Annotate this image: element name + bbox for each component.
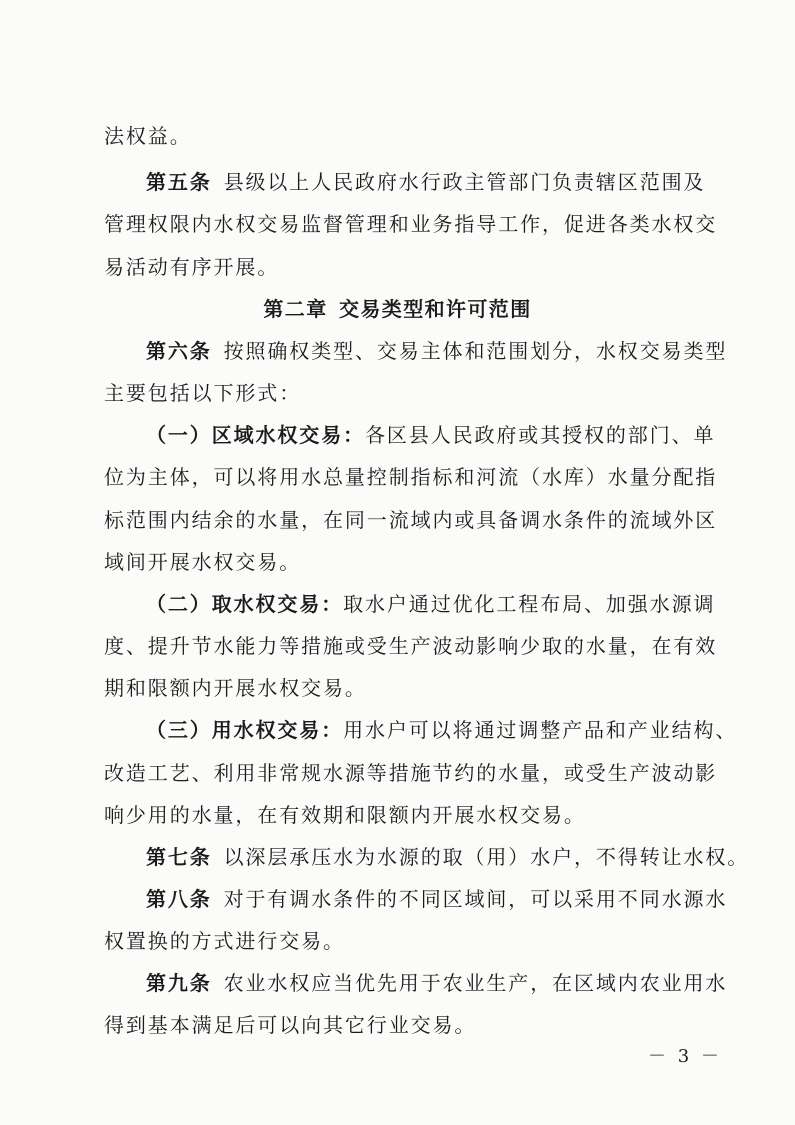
text-line bbox=[104, 381, 301, 405]
body-text: 对于有调水条件的不同区域间，可以采用不同水源水 bbox=[223, 887, 728, 911]
article-5 bbox=[146, 170, 705, 194]
text-line bbox=[104, 803, 586, 827]
body-text: 法权益。 bbox=[104, 124, 192, 148]
text-line bbox=[104, 634, 717, 658]
body-text: 以深层承压水为水源的取（用）水户，不得转让水权。 bbox=[223, 845, 750, 869]
body-text: 用水户可以将通过调整产品和产业结构、 bbox=[343, 718, 738, 742]
article-label: 第七条 bbox=[146, 845, 212, 869]
item-label: （二）取水权交易： bbox=[146, 592, 344, 616]
article-label: 第九条 bbox=[146, 971, 212, 995]
text-line bbox=[104, 508, 717, 532]
article-label: 第六条 bbox=[146, 339, 212, 363]
article-label: 第五条 bbox=[146, 170, 212, 194]
article-8 bbox=[146, 887, 727, 911]
text-line bbox=[104, 465, 717, 489]
body-text: 主要包括以下形式： bbox=[104, 381, 302, 405]
body-text: 改造工艺、利用非常规水源等措施节约的水量，或受生产波动影 bbox=[104, 761, 718, 785]
text-line bbox=[104, 1013, 476, 1037]
body-text: 管理权限内水权交易监督管理和业务指导工作，促进各类水权交 bbox=[104, 212, 718, 236]
text-line bbox=[104, 255, 279, 279]
body-text: 各区县人民政府或其授权的部门、单 bbox=[365, 423, 716, 447]
body-text: 位为主体，可以将用水总量控制指标和河流（水库）水量分配指 bbox=[104, 465, 718, 489]
item-label: （三）用水权交易： bbox=[146, 718, 344, 742]
body-text: 农业水权应当优先用于农业生产，在区域内农业用水 bbox=[223, 971, 728, 995]
chapter-number: 第二章 bbox=[263, 297, 328, 321]
text-line bbox=[104, 124, 192, 148]
body-text: 权置换的方式进行交易。 bbox=[104, 929, 345, 953]
text-line bbox=[104, 929, 345, 953]
article-7 bbox=[146, 845, 749, 869]
chapter-title: 交易类型和许可范围 bbox=[339, 297, 532, 321]
text-line bbox=[104, 550, 301, 574]
body-text: 域间开展水权交易。 bbox=[104, 550, 302, 574]
page-number: － 3 － bbox=[648, 1046, 722, 1067]
body-text: 县级以上人民政府水行政主管部门负责辖区范围及 bbox=[223, 170, 706, 194]
text-line bbox=[104, 761, 717, 785]
article-9 bbox=[146, 971, 727, 995]
item-3 bbox=[146, 718, 737, 742]
text-line bbox=[104, 212, 717, 236]
body-text: 按照确权类型、交易主体和范围划分，水权交易类型 bbox=[223, 339, 728, 363]
body-text: 期和限额内开展水权交易。 bbox=[104, 676, 367, 700]
chapter-heading bbox=[0, 297, 795, 321]
body-text: 易活动有序开展。 bbox=[104, 255, 280, 279]
item-1 bbox=[146, 423, 715, 447]
body-text: 度、提升节水能力等措施或受生产波动影响少取的水量，在有效 bbox=[104, 634, 718, 658]
text-line bbox=[104, 676, 367, 700]
body-text: 得到基本满足后可以向其它行业交易。 bbox=[104, 1013, 477, 1037]
body-text: 标范围内结余的水量，在同一流域内或具备调水条件的流域外区 bbox=[104, 508, 718, 532]
item-label: （一）区域水权交易： bbox=[146, 423, 365, 447]
article-6 bbox=[146, 339, 727, 363]
body-text: 响少用的水量，在有效期和限额内开展水权交易。 bbox=[104, 803, 586, 827]
body-text: 取水户通过优化工程布局、加强水源调 bbox=[343, 592, 716, 616]
item-2 bbox=[146, 592, 715, 616]
article-label: 第八条 bbox=[146, 887, 212, 911]
